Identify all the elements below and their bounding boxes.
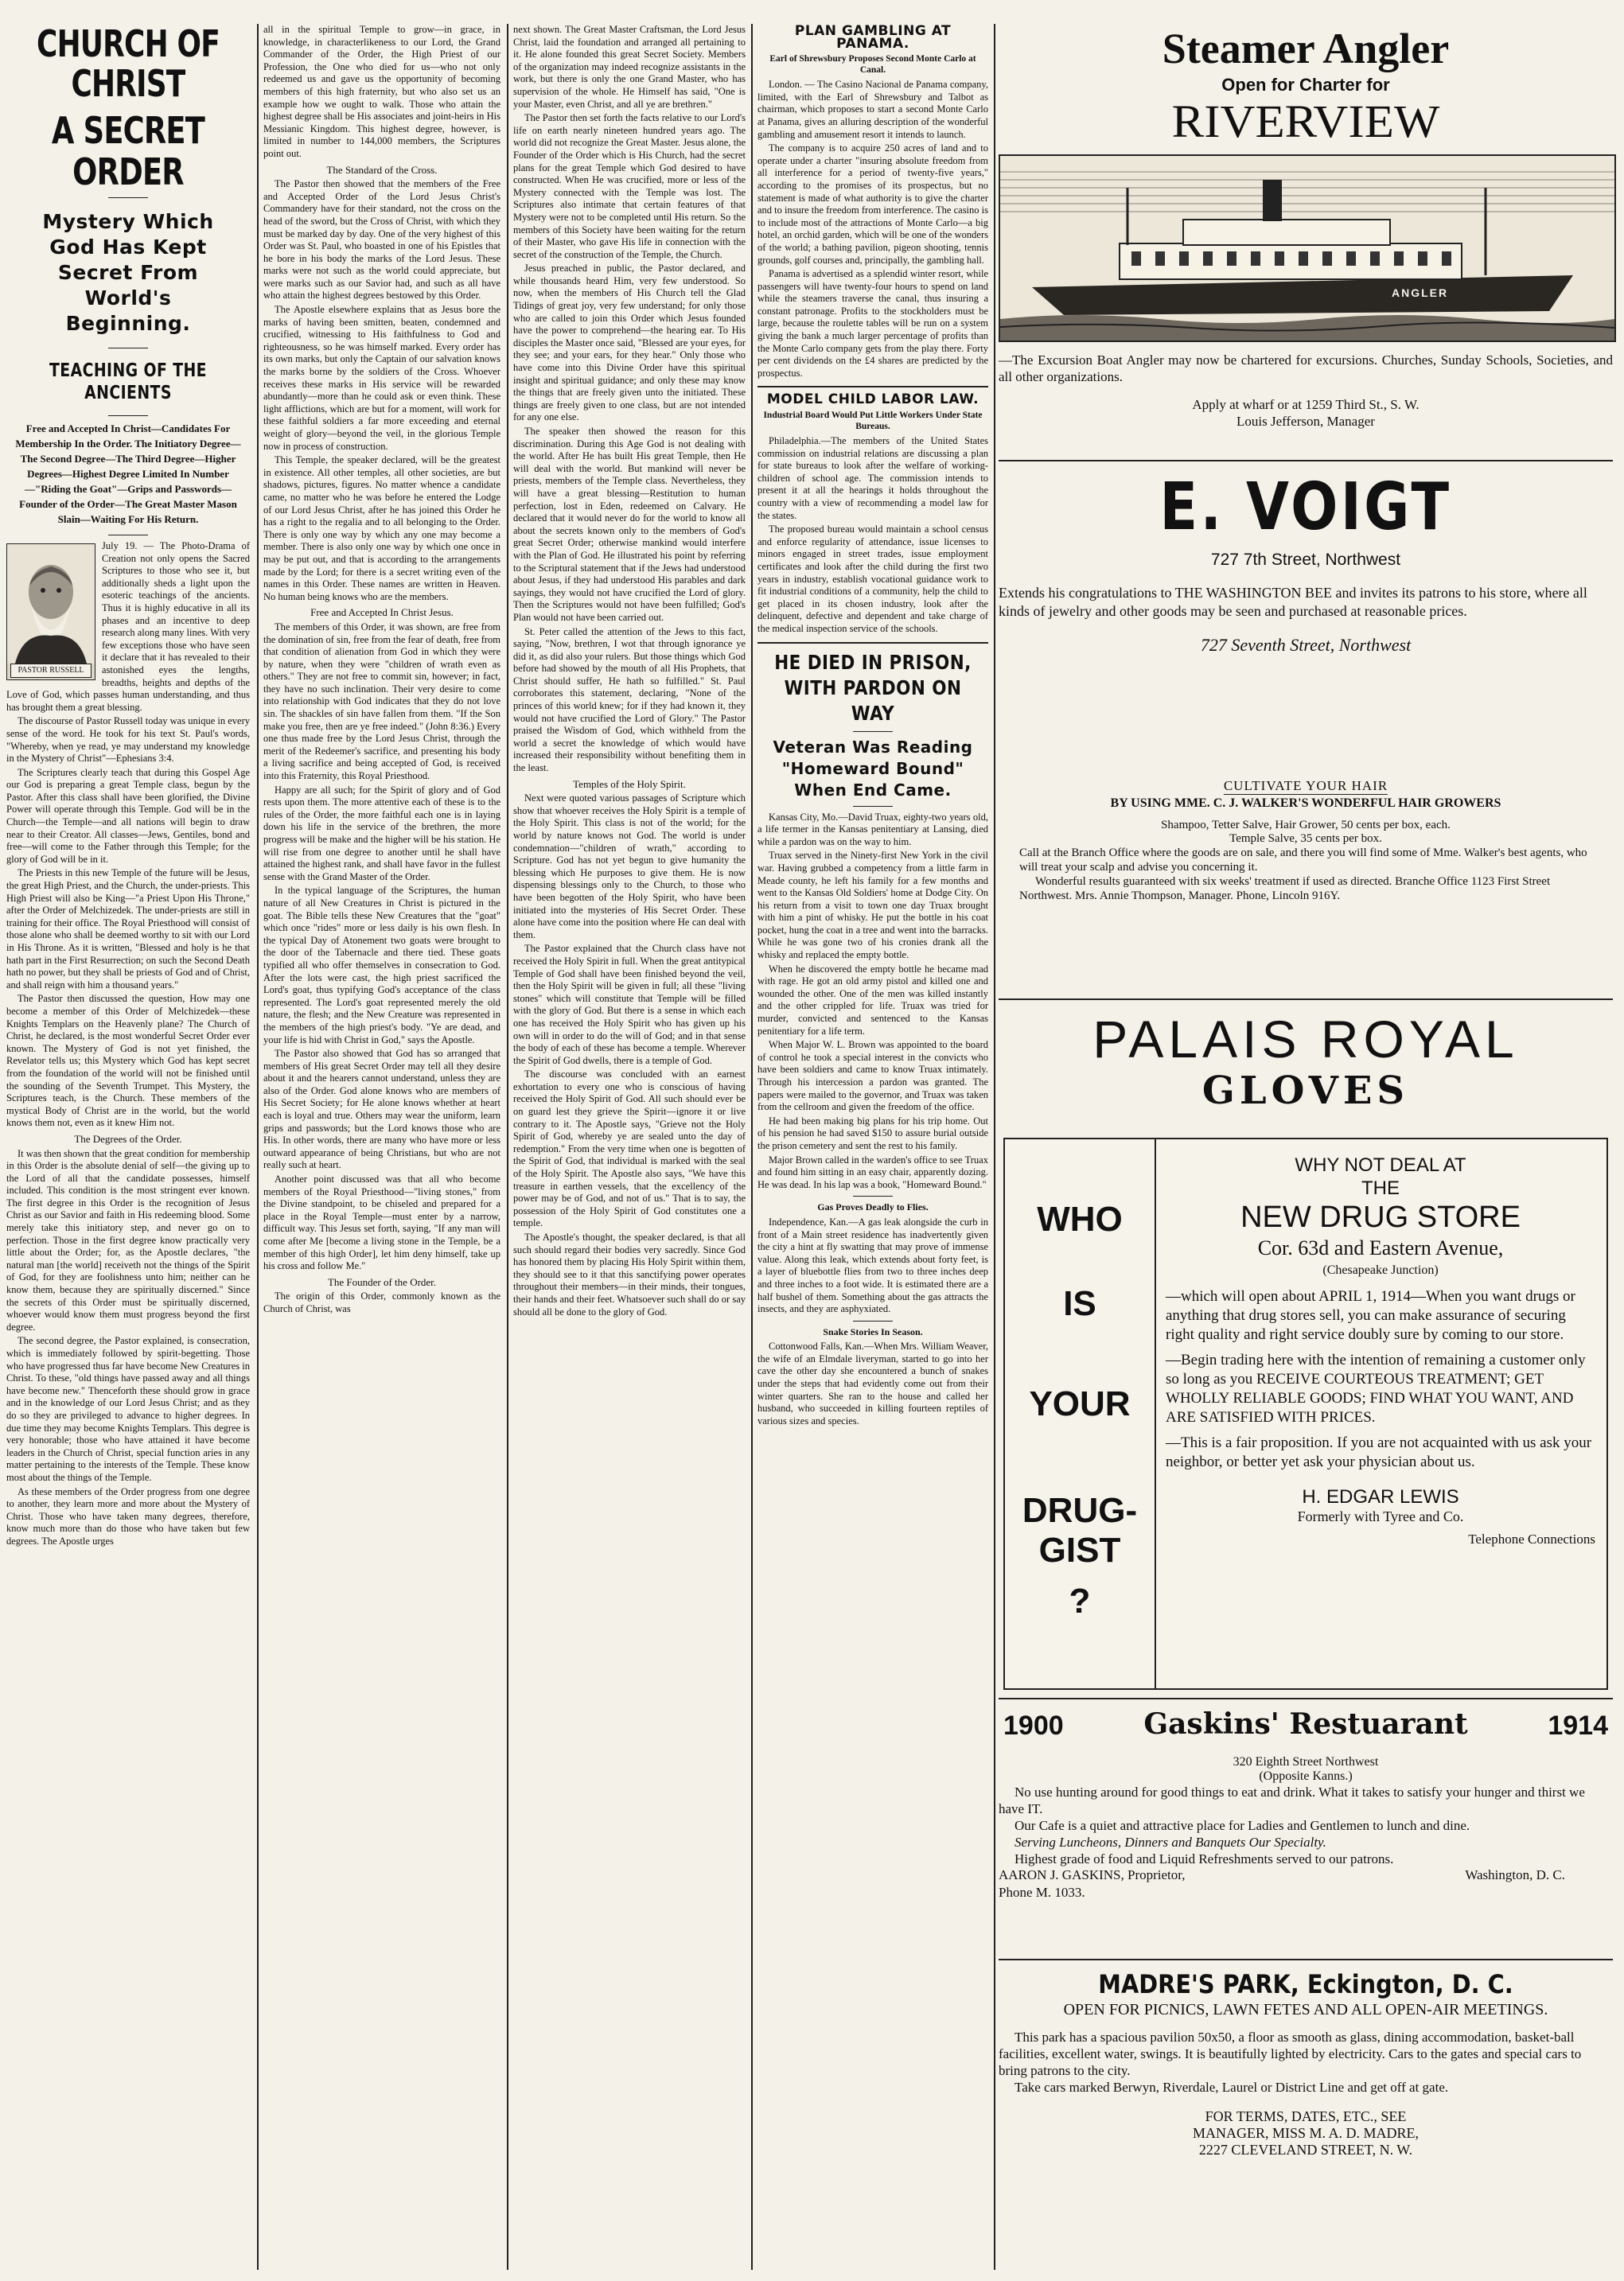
ad-walker-prices-2: Temple Salve, 35 cents per box. xyxy=(1229,832,1382,845)
drug-body-1: —which will open about APRIL 1, 1914—When you want drugs or anything that drug stores sell, you can make assurance of securing right quality and right service doubly sure by coming to our store. xyxy=(1166,1288,1575,1343)
boat-name-label: ANGLER xyxy=(1392,286,1449,299)
ad-voigt-address: 727 7th Street, Northwest xyxy=(1210,551,1401,569)
subhead-standard-cross: The Standard of the Cross. xyxy=(326,163,438,176)
ad-steamer-angler xyxy=(999,24,1613,452)
drug-signature: H. EDGAR LEWIS xyxy=(1302,1486,1459,1508)
ads-column xyxy=(999,24,1613,2270)
drug-word-drug: DRUG- xyxy=(1022,1491,1138,1530)
portrait-caption: PASTOR RUSSELL xyxy=(10,664,92,678)
headline-pardon-on-way: WITH PARDON ON WAY xyxy=(784,675,962,725)
paragraph: Jesus preached in public, the Pastor declared, and while thousands heard Him, very few understood. So now, when the members of His Church tell the Glad Tidings of great joy, very few understand; for only those who are called to join this Order which Jesus founded have the power to comprehend—the hearing ear. To His disciples the Master once said, "Blessed are your eyes, for they see; and your ears, for they hear." Only those who have come into this Divine Order have this spiritual insight and spiritual guidance; and only these may know the things that are freely given unto the initiated. These things are freely given to one class, but are not intended for any one else. xyxy=(513,263,746,423)
paragraph: Independence, Kan.—A gas leak alongside the curb in front of a Main street residence has inadvertently given the city a hint at fly swatting that may prove of immense value. Along this leak, which extends about forty feet, is a layer of bluebottle flies from two to three inches deep and three inches to a foot wide. It is estimated there are a half bushel of them. Something about the gas attracts the insects, and they are asphyxiated. xyxy=(757,1216,988,1315)
subhead-gas-flies: Gas Proves Deadly to Flies. xyxy=(817,1201,929,1213)
drug-body-3: —This is a fair proposition. If you are not acquainted with us ask your neighbor, or better yet ask your physician about us. xyxy=(1166,1434,1592,1470)
paragraph: The second degree, the Pastor explained, is consecration, which is immediately followed by spirit-begetting. Those who have progressed thus far have become New Creatures in Christ. To these, "old things have passed away and all things have become new." Thenceforth these should grow in grace and in the knowledge of our Lord Jesus Christ; and as they do so they are privileged to advance to higher degrees. In due time they may become Knights Templars. This degree is very honorable; those who have attained it have become leaders in the Church of Christ, special function aries in any matter pertaining to the interests of the Temple. These know most about the things of the Temple. xyxy=(6,1335,250,1483)
paragraph: In the typical language of the Scriptures, the human nature of all New Creatures in Christ is pictured in the goat. The Bible tells these New Creatures that the "goat" which once "rides" more or less daily is his own flesh. In the typical Day of Atonement two goats were brought to the door of the Tabernacle and there tied. These goats typified all who offer themselves in consecration to God. After the lots were cast, the high priest sacrificed the Lord's goat, thus typifying God's acceptance of the class represented. The Lord's goat represented merely the old nature, the flesh; and the New Creature was represented in the members of the high priest's body. "Ye are dead, and your life is hid with Christ in God," says the Apostle. xyxy=(263,885,500,1045)
paragraph: The Pastor then set forth the facts relative to our Lord's life on earth nearly nineteen hundred years ago. The world did not recognize the Great Master. Jesus alone, the Founder of the Order which is His Church, had the secret plans for the great Temple which God desired to have constructed. When He was crucified, more or less of the Mystery connected with the Temple was lost. The Scriptures also intimate that certain features of that Mystery were not to be completed until His return. So the members of this Society have been waiting for the return of their Master, who gave His life in connection with the secret of the construction of the Temple, the Church. xyxy=(513,112,746,260)
ad-angler-body: —The Excursion Boat Angler may now be chartered for excursions. Churches, Sunday Schools, Societies, and all other organizations. xyxy=(999,352,1613,384)
gaskins-proprietor-line xyxy=(999,1867,1613,1885)
paragraph: Panama is advertised as a splendid winter resort, while passengers will have twenty-four hours to spend on land while the steamers traverse the canal, thus insuring a constant patronage. Profits to the stockholders must be large, because the roulette tables will be run on a system giving the bank a much larger percentage of profits than the Monte Carlo company gets from the play there. Forty per cent dividends on the £4 shares are predicted by the prospectus. xyxy=(757,268,988,379)
gaskins-body: No use hunting around for good things to eat and drink. What it takes to satisfy your hunger and thirst we have IT. xyxy=(999,1785,1585,1816)
gaskins-address: 320 Eighth Street Northwest xyxy=(1233,1755,1379,1769)
paragraph: The proposed bureau would maintain a school census and enforce regularity of attendance, issue licenses to minors engaged in street trades, issue employment certificates and look after the child during the first two years in industry, establish vocational guidance work to fit industrial conditions of a community, help the child to get placed in its chosen industry, look after the delinquent, defective and dependent and take charge of the medical inspection service of the schools. xyxy=(757,524,988,634)
drug-address: Cor. 63d and Eastern Avenue, xyxy=(1257,1236,1504,1259)
steamer-illustration xyxy=(999,154,1616,342)
paragraph: Cottonwood Falls, Kan.—When Mrs. William Weaver, the wife of an Elmdale liveryman, started to go into her cave the other day she encountered a bunch of snakes under the steps that had evidently come out from their winter quarters. She ran to the house and called her husband, who succeeded in killing fourteen reptiles of various sizes and species. xyxy=(757,1341,988,1427)
ad-voigt-body: Extends his congratulations to THE WASHINGTON BEE and invites its patrons to his store, where all kinds of jewelry and other goods may be seen and purchased at reasonable prices. xyxy=(999,585,1587,619)
paragraph: As these members of the Order progress from one degree to another, they learn more and more about the Mystery of Christ. Those who have taken many degrees, therefore, know much more than do those who have taken but few degrees. The Apostle urges xyxy=(6,1485,250,1547)
headline-secret-order: A SECRET ORDER xyxy=(51,109,205,193)
gaskins-city: Washington, D. C. xyxy=(1465,1867,1565,1882)
gaskins-name: Gaskins' Restuarant xyxy=(1143,1707,1468,1741)
paragraph: The Priests in this new Temple of the future will be Jesus, the great High Priest, and the Church, the under-priests. This High Priest will also be King—"a Priest Upon His Throne," after the Order of Melchizedek. The under-priests are still in training for their office. The Royal Priesthood will consist of those alone who shall be deemed worthy to sit with our Lord in His Throne. As it is written, "Blessed and holy is he that hath part in the First Resurrection; on such the Second Death hath no power, but they shall be priests of God and of Christ, and shall reign with him a thousand years." xyxy=(6,867,250,991)
dek-model-child-labor: Industrial Board Would Put Little Workers Under State Bureaus. xyxy=(763,411,983,432)
column-rule xyxy=(751,24,753,2270)
divider xyxy=(108,415,148,416)
paragraph: The Scriptures clearly teach that during this Gospel Age our God is preparing a great Temple class, begun by the Pastor. After this class shall have been glorified, the Divine Power will operate through this Temple. God will be in the Church—the Temple—and all nations will begin to draw near to their Creator. All classes—Jews, Gentiles, bond and free—will come to the Father through this Temple; for the glory of God will be in it. xyxy=(6,766,250,865)
ad-angler-apply: Apply at wharf or at 1259 Third St., S. W. xyxy=(1192,397,1420,412)
gaskins-opposite: (Opposite Kanns.) xyxy=(1259,1769,1353,1783)
ad-walker-head: CULTIVATE YOUR HAIR xyxy=(1223,778,1388,793)
drug-word-your: YOUR xyxy=(1029,1384,1131,1423)
ad-palais-product: GLOVES xyxy=(1201,1068,1410,1113)
divider xyxy=(757,386,988,387)
paragraph: This Temple, the speaker declared, will be the greatest in existence. All other temples, all other societies, are but shadows, pictures, figures. No matter whence a candidate came, no matter who he was before he entered the Lodge of our Lord Jesus Christ, after he has joined this Order he has a right to the regalia and to all belonging to the Order. There is only one way by which any one may become a member. There is also only one way by which one once in may be put out, and that is according to the arrangements made by the Lord; for there is a secret writing even of the names in this Order. These names are written in Heaven. No human being knows who are the members. xyxy=(263,454,500,602)
gaskins-header xyxy=(999,1707,1613,1744)
subhead-degrees: The Degrees of the Order. xyxy=(74,1132,182,1145)
ad-angler-place: RIVERVIEW xyxy=(1171,95,1440,147)
column-3 xyxy=(513,24,746,2270)
portrait-image xyxy=(7,544,95,664)
drug-head-3: NEW DRUG STORE xyxy=(1240,1201,1521,1234)
ad-voigt-address-2: 727 Seventh Street, Northwest xyxy=(1200,635,1412,655)
column-4 xyxy=(757,24,988,2270)
drug-formerly: Formerly with Tyree and Co. xyxy=(1297,1508,1464,1524)
column-rule xyxy=(507,24,508,2270)
drug-question-mark: ? xyxy=(1069,1582,1091,1621)
ad-walker-sub: BY USING MME. C. J. WALKER'S WONDERFUL HAIR GROWERS xyxy=(1110,796,1501,810)
paragraph: Philadelphia.—The members of the United States commission on industrial relations are discussing a plan for state bureaus to look after the welfare of working-children of school age. The commission intends to present it at all the hearings it holds throughout the country with a view of recommending a model law for the states. xyxy=(757,435,988,521)
drug-word-who: WHO xyxy=(1037,1200,1123,1239)
paragraph: When he discovered the empty bottle he became mad with rage. He got an old army pistol and killed one and wounded the other. One of the men was killed instantly and the other crippled for life. Truax was tried for murder, convicted and sentenced to the Kansas penitentiary for a life term. xyxy=(757,963,988,1037)
drug-body-2: —Begin trading here with the intention of remaining a customer only so long as you RECEIVE COURTEOUS TREATMENT; GET WHOLLY RELIABLE GOODS; FIND WHAT YOU WANT, AND ARE SATISFIED WITH PRICES. xyxy=(1166,1352,1586,1426)
column-rule xyxy=(257,24,259,2270)
drug-right-panel xyxy=(1166,1154,1595,1547)
paragraph: It was then shown that the great condition for membership in this Order is the absolute denial of self—the giving up to the Lord of all that the candidate possesses, himself included. This condition is the most stringent ever known. The first degree in this Order is the recognition of Jesus Christ as our Savior and faith in His redeeming blood. Some merely take this initiatory step, and never go on to perfection. Those in the first degree know practically very little about the Order; for, as the Apostle declares, "the natural man [the world] receiveth not the things of the Spirit of God, for they are foolishness unto him; neither can he know them, because they are spiritually discerned." Since the secrets of this Order must be spiritually discerned, whoever would know them must progress beyond the first degree. xyxy=(6,1147,250,1333)
gaskins-phone: Phone M. 1033. xyxy=(999,1885,1085,1900)
paragraph: The discourse was concluded with an earnest exhortation to every one who is conscious of having received the Holy Spirit of God. All such should ever be on guard lest they grieve the Spirit—ignore it or live contrary to it. The Apostle says, "Grieve not the Holy Spirit of God, whereby ye are sealed unto the day of redemption." From the very time when one is begotten of the Spirit of God, that individual is marked with the seal of the Holy Spirit. The Apostle also says, "We have this treasure in earthen vessels, that the excellency of the power may be of God, and not of us." That is to say, the possession of the Holy Spirit of God constitutes one a temple. xyxy=(513,1068,746,1229)
gaskins-grade: Highest grade of food and Liquid Refreshments served to our patrons. xyxy=(1015,1851,1394,1866)
drug-left-panel xyxy=(1005,1139,1156,1688)
paragraph: The members of this Order, it was shown, are free from the domination of sin, free from the fear of death, free from that condition of alienation from God in which they were by nature, when they were "children of wrath even as others." They are not free to commit sin, however; in fact, they have no such inclination. Their very desire to come into relationship with God indicates that they do not love sin. The shackles of sin have fallen from them. "If the Son make you free, then are ye free indeed." (John 8:36.) Every one thus made free by the Lord Jesus Christ, through the merit of the Redeemer's sacrifice, and presenting his body a living sacrifice and being accepted of God, is received into this Fraternity, this Royal Priesthood. xyxy=(263,621,500,782)
summary-deck: Free and Accepted In Christ—Candidates For Membership In the Order. The Initiatory Degree—The Second Degree—The Third Degree—Higher Degrees—Highest Degree Limited In Number—"Riding the Goat"—Grips and Passwords—Founder of the Order—The Great Master Mason Slain—Waiting For His Return. xyxy=(15,422,241,525)
paragraph: Kansas City, Mo.—David Truax, eighty-two years old, a life termer in the Kansas penitentiary at Lansing, died while a pardon was on the way to him. xyxy=(757,811,988,847)
lead-paragraph: July 19. — The Photo-Drama of Creation not only opens the Sacred Scriptures to those who see it, but additionally sheds a light upon the esoteric teachings of the ancients. Thus it is highly educative in all its phases and an incentive to deep research along many lines. With very few exceptions those who have seen it declare that it has revealed to their astonished eyes the lengths, breadths, heights and depths of the Love of God, which passes human understanding, and thus has brought them a great blessing. xyxy=(6,540,250,713)
dek-plan-gambling: Earl of Shrewsbury Proposes Second Monte Carlo at Canal. xyxy=(769,54,976,76)
divider xyxy=(853,1196,893,1197)
deck-homeward-bound: Veteran Was Reading "Homeward Bound" When End Came. xyxy=(773,737,973,800)
steamer-boat-image xyxy=(1000,156,1614,341)
deck-mystery: Mystery Which God Has Kept Secret From World's Beginning. xyxy=(42,210,214,335)
ad-palais-royal xyxy=(999,1009,1613,1120)
paragraph: all in the spiritual Temple to grow—in grace, in knowledge, in characterlikeness to our Lord, the Grand Commander of the Order, the High Priest of our Profession, the One who died for us—who not only redeemed us and gave us the opportunity of becoming members of this high fraternity, but who also set us an example how we ought to walk. Those who attain the highest degree shall be His associates and joint-heirs in His Messianic Kingdom. This highest degree, however, is limited in number to 144,000 members, the Scriptures point out. xyxy=(263,24,500,159)
divider xyxy=(108,197,148,198)
divider xyxy=(853,731,893,732)
drug-head-2: THE xyxy=(1361,1177,1400,1199)
paragraph: The Pastor then discussed the question, How may one become a member of this Order of Melchizedek—these Knights Templars on the Heavenly plane? The Church of Christ, he declared, is the most wonderful Secret Order ever known. The Mystery of God is not yet finished, the Revelator tells us; this Mystery which God has kept secret from the foundation of the world will not be finished until the sounding of the Seventh Trumpet. This Mystery, the Scriptures teach, is the Church. These members of the mystical Body of Christ are in the world, but the world knows them not, even as it knew Him not. xyxy=(6,993,250,1129)
subhead-free-accepted: Free and Accepted In Christ Jesus. xyxy=(310,606,454,619)
paragraph: The speaker then showed the reason for this discrimination. During this Age God is not dealing with the world. After He has built His great Temple, then He will deal with the world. But mankind will never be priests, members of the Temple class. Nevertheless, they will have a great blessing—Restitution to human perfection, lost in Eden, redeemed on Calvary. He declared that it would never do for the world to know all about the secrets known only to the members of God's great Secret Order; otherwise mankind would interfere with the Plan of God. He illustrated his point by referring to the Scriptural statement that if the Jews had understood about Jesus, if they had understood His parables and dark sayings, they would not have crucified the Lord of glory. Then the Scriptures would not have been fulfilled; God's Plan would not have been carried out. xyxy=(513,426,746,623)
paragraph: Another point discussed was that all who become members of the Royal Priesthood—"living stones," from the Divine standpoint, to be chiseled and prepared for a place in the Royal Temple—must enter by a narrow, difficult way. This Jesus set forth, saying, "If any man will come after Me [become a living stone in the Temple, be a member of this high Order], let him deny himself, take up his cross and follow Me." xyxy=(263,1174,500,1272)
paragraph: The origin of this Order, commonly known as the Church of Christ, was xyxy=(263,1290,500,1314)
ad-walker-hair xyxy=(999,778,1613,1017)
paragraph: The Pastor then showed that the members of the Free and Accepted Order of the Lord Jesus Christ's Commandery have for their standard, not the cross on the head of the sword, but the Cross of Christ, with which they must be marked day by day. One of the very highest of this Order was St. Paul, who boasted in one of his Epistles that he bore in his body the marks of the Lord Jesus. These marks were not such as the world could appreciate, but were marks such as our Savior had, and such as all have who attain the highest degrees bestowed by this Order. xyxy=(263,178,500,302)
headline-church-of-christ: CHURCH OF CHRIST xyxy=(37,24,220,105)
paragraph: London. — The Casino Nacional de Panama company, limited, with the Earl of Shrewsbury and Talbot as chairman, which proposes to start a second Monte Carlo at Panama, gives an alluring description of the wonderful gambling and amusement resort it intends to launch. xyxy=(757,79,988,140)
paragraph: He had been making big plans for his trip home. Out of his pension he had saved $150 to assure burial outside the prison cemetery and sent the rest to his family. xyxy=(757,1115,988,1151)
divider xyxy=(999,998,1613,1000)
ad-walker-prices: Shampoo, Tetter Salve, Hair Grower, 50 cents per box, each. xyxy=(1161,819,1451,831)
paragraph: The company is to acquire 250 acres of land and to operate under a charter "insuring absolute freedom from all interference for a period of twenty-five years," according to the promises of its prospectus, but no statement is made of what authority is to give the charter and to insure the freedom from interference. The casino is to include most of the attractions of Monte Carlo—a big hotel, an orchid garden, which will be one of the wonders of the world; a bathing pavilion, pigeon shooting, tennis grounds, golf courses and, principally, the gambling hall. xyxy=(757,142,988,266)
ad-madres-park xyxy=(999,1968,1613,2263)
subhead-snake-stories: Snake Stories In Season. xyxy=(823,1325,923,1337)
paragraph: The Apostle's thought, the speaker declared, is that all such should regard their bodies very sacredly. Since God has honored them by placing His Holy Spirit within them, they should see to it that this sanctifying power operates throughout their members—in their minds, their tongues, their hands and their feet. Whatsoever such shall do or say should all be done to the glory of God. xyxy=(513,1232,746,1318)
madre-terms-2: MANAGER, MISS M. A. D. MADRE, xyxy=(1192,2125,1420,2141)
headline-model-child-labor: MODEL CHILD LABOR LAW. xyxy=(766,391,979,408)
madre-body-2: Take cars marked Berwyn, Riverdale, Laurel or District Line and get off at gate. xyxy=(1015,2080,1449,2095)
pastor-portrait xyxy=(6,543,95,680)
paragraph: Happy are all such; for the Spirit of glory and of God rests upon them. The more attentive each of these is to the rules of the Order, the more faithful each one is in laying down his life in the service of the brethren, the more progress will be make and the higher will be his station. He will rise from one degree to another until he shall have attained the highest rank, and shall have favor in the fullest sense with the Grand Master of the Order. xyxy=(263,784,500,882)
drug-word-gist: GIST xyxy=(1038,1531,1121,1570)
drug-head-1: WHY NOT DEAL AT xyxy=(1295,1154,1466,1176)
article-church-body xyxy=(6,540,250,1548)
ad-new-drug-store xyxy=(1003,1138,1608,1690)
ad-walker-body-2: Wonderful results guaranteed with six weeks' treatment if used as directed. Branche Office 1123 First Street Northwest. Mrs. Annie Thompson, Manager. Phone, Lincoln 916Y. xyxy=(1019,875,1551,902)
divider xyxy=(999,460,1613,461)
drug-word-is: IS xyxy=(1063,1284,1096,1323)
divider xyxy=(853,1321,893,1322)
ad-voigt xyxy=(999,469,1613,772)
drug-junction: (Chesapeake Junction) xyxy=(1322,1263,1439,1277)
ad-voigt-name: E. VOIGT xyxy=(1159,469,1452,545)
column-2 xyxy=(263,24,500,2270)
divider xyxy=(853,806,893,807)
divider xyxy=(999,1959,1613,1960)
paragraph: Next were quoted various passages of Scripture which show that whoever receives the Holy Spirit is a temple of the Holy Spirit. This class is not of the world; for the world by nature knows not God. The world is under condemnation—"children of wrath," according to Scripture. God has not yet begun to give humanity the blessing which He purposes to give them. He is now dispensing blessings only to the Church, to those who have been begotten of the Holy Spirit, who have been initiated into the mysteries of His Secret Order. These alone have come into the position where He can deal with them. xyxy=(513,792,746,940)
ad-angler-manager: Louis Jefferson, Manager xyxy=(1236,414,1375,429)
divider xyxy=(999,1698,1613,1699)
madre-terms: FOR TERMS, DATES, ETC., SEE xyxy=(1205,2108,1407,2124)
paragraph: St. Peter called the attention of the Jews to this fact, saying, "Now, brethren, I wot that through ignorance ye did it, as did also your rulers. But those things which God before had showed by the mouth of all His Prophets, that Christ should suffer, He hath so fulfilled." St. Paul corroborates this statement, declaring, "None of the princes of this world knew; for if they had known it, they would not have crucified the Lord of Glory." The Pastor praised the Wisdom of God, which withheld from the world a secret the knowledge of which would have increased their responsibility without benefiting them in the least. xyxy=(513,625,746,774)
subhead-temples: Temples of the Holy Spirit. xyxy=(573,777,686,790)
ad-angler-title: Steamer Angler xyxy=(1162,25,1450,72)
gaskins-serving: Serving Luncheons, Dinners and Banquets Our Specialty. xyxy=(1015,1835,1326,1850)
headline-plan-gambling: PLAN GAMBLING AT PANAMA. xyxy=(794,24,952,52)
paragraph: The Pastor also showed that God has so arranged that members of His great Secret Order may tell all they desire about it and the hearers cannot understand, unless they are also of the Order. God alone knows who are members of His Secret Society; for He alone knows whether at heart each is loyal and true. Others may wear the uniform, learn grips and passwords; but the Lord knows those who are His. In other words, there are many who have more or less outward appearance of being Christians, but who are not really such at heart. xyxy=(263,1048,500,1171)
madre-terms-3: 2227 CLEVELAND STREET, N. W. xyxy=(1198,2142,1413,2158)
headline-died-in-prison: HE DIED IN PRISON, xyxy=(774,650,972,674)
ad-angler-subtitle: Open for Charter for xyxy=(1221,75,1390,95)
gaskins-year-right: 1914 xyxy=(1548,1711,1608,1741)
ad-palais-name: PALAIS ROYAL xyxy=(1092,1010,1519,1068)
column-rule xyxy=(994,24,995,2270)
madre-name: MADRE'S PARK, Eckington, D. C. xyxy=(1098,1969,1513,1999)
section-teaching: TEACHING OF THE ANCIENTS xyxy=(49,360,207,403)
divider xyxy=(757,642,988,644)
paragraph: next shown. The Great Master Craftsman, the Lord Jesus Christ, laid the foundation and arranged all pertaining to it. He alone founded this great Secret Society. Members of the organization may indeed recognize assistants in the work, but there is only the one Grand Master, who has supervision of the whole. He Himself has said, "One is your Master, even Christ, and all ye are brethren." xyxy=(513,24,746,110)
paragraph: The Apostle elsewhere explains that as Jesus bore the marks of having been smitten, beaten, condemned and crucified, witnessing to His faithfulness to God and righteousness, so he was himself marked. Every order has its own marks, but only the Captain of our salvation knows the marks borne by the soldiers of the Cross. Whoever receives these marks in His service will be rewarded abundantly—more than he could ask or even think. These light afflictions, which are but for a moment, will work for these faithful soldiers a far more exceeding and eternal weight of glory—beyond the veil, in the glorious Temple now in process of construction. xyxy=(263,304,500,452)
paragraph: The Pastor explained that the Church class have not received the Holy Spirit in full. When the great antitypical Temple of God shall have been finished beyond the veil, then the Holy Spirit will be given in full; all these "living stones" which will constitute that Temple will be filled with the glory of God. But there is a sense in which each one has received the Holy Spirit who has given up his own will in order to do the will of God; and in that sense the body of each of these has become a temple. Wherever the Spirit of God dwells, there is a temple of God. xyxy=(513,943,746,1066)
gaskins-body-2: Our Cafe is a quiet and attractive place for Ladies and Gentlemen to lunch and dine. xyxy=(1015,1818,1470,1833)
paragraph: Major Brown called in the warden's office to see Truax and found him sitting in an easy chair, apparently dozing. He was dead. In his lap was a book, "Homeward Bound." xyxy=(757,1154,988,1190)
drug-phone: Telephone Connections xyxy=(1468,1532,1595,1547)
madre-body: This park has a spacious pavilion 50x50, a floor as smooth as glass, dining accommodation, basket-ball facilities, excellent water, swings. It is beautifully lighted by electricity. Cars to the gates and special cars to bring patrons to the city. xyxy=(999,2030,1582,2078)
ad-walker-body: Call at the Branch Office where the goods are on sale, and there you will find some of Mme. Walker's best agents, who will treat your scalp and advise you concerning it. xyxy=(1019,847,1587,874)
subhead-founder: The Founder of the Order. xyxy=(327,1275,437,1288)
paragraph: Truax served in the Ninety-first New York in the civil war. Having grubbed a competency from a little farm in Meade county, he left his family for a few months and went to the Kansas Old Soldiers' home at Dodge City. On his return from a visit to town one day Truax brought with him a pint of whisky. He put the bottle in his coat pocket, hung the coat in a tree and went into the barracks. While he was gone two of his cronies drank all the whisky and replaced the empty bottle. xyxy=(757,850,988,961)
column-1 xyxy=(6,24,250,2270)
gaskins-year-left: 1900 xyxy=(1003,1711,1064,1741)
gaskins-proprietor: AARON J. GASKINS, Proprietor, xyxy=(999,1867,1186,1882)
paragraph: When Major W. L. Brown was appointed to the board of control he took a special interest in the convicts who have been soldiers and came to know Truax intimately. Through his intercession a pardon was granted. The papers were mailed to the governor, and Truax was taken from the cellroom and given the freedom of the office. xyxy=(757,1039,988,1113)
madre-sub: OPEN FOR PICNICS, LAWN FETES AND ALL OPEN-AIR MEETINGS. xyxy=(1063,2001,1548,2018)
ad-gaskins-restaurant xyxy=(999,1707,1613,1952)
paragraph: The discourse of Pastor Russell today was unique in every sense of the word. He took for his text St. Paul's words, "Whereby, when ye read, ye may understand my knowledge in the Mystery of Christ"—Ephesians 3:4. xyxy=(6,715,250,765)
